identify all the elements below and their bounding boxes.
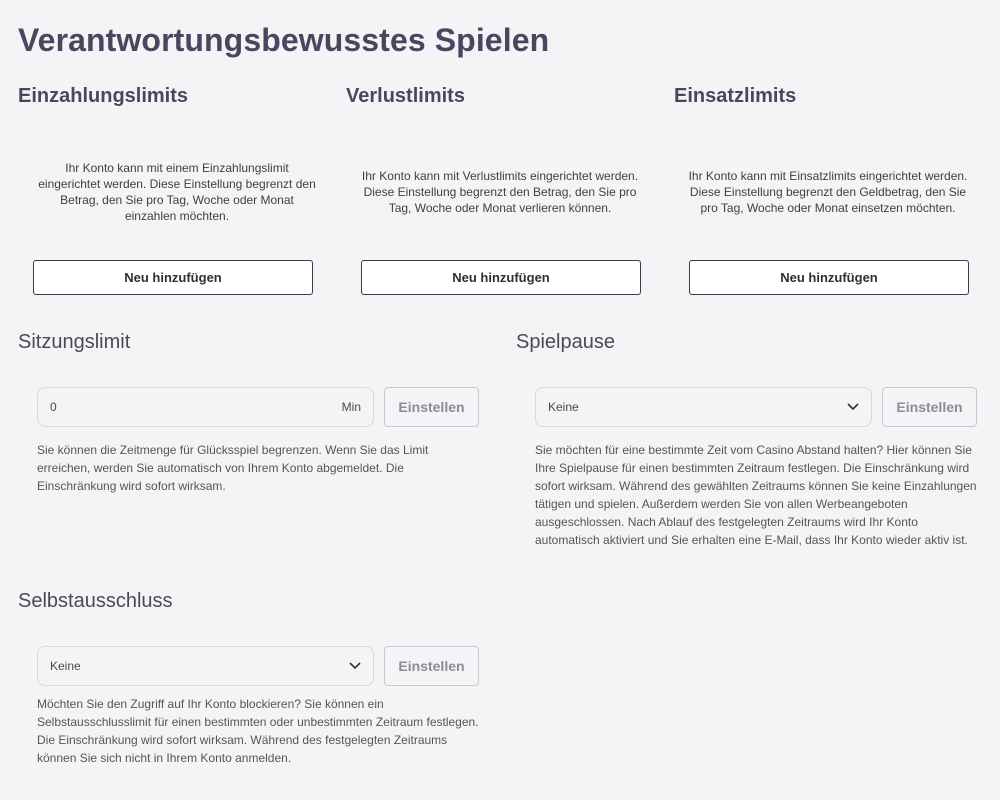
wager-limits-card	[674, 126, 970, 304]
add-deposit-limit-button[interactable]: Neu hinzufügen	[33, 260, 313, 295]
session-limit-unit: Min	[341, 400, 361, 414]
add-wager-limit-button[interactable]: Neu hinzufügen	[689, 260, 969, 295]
session-limit-value: 0	[50, 400, 57, 414]
self-exclusion-selected: Keine	[50, 659, 81, 673]
chevron-down-icon	[835, 403, 871, 411]
game-break-title: Spielpause	[516, 331, 615, 353]
wager-limits-section	[674, 84, 970, 285]
deposit-limits-description: Ihr Konto kann mit einem Einzahlungslimit eingerichtet werden. Diese Einstellung begrenzt den Betrag, den Sie pro Tag, Woche oder Monat einzahlen möchten.	[38, 161, 316, 223]
session-limit-input[interactable]	[37, 387, 374, 427]
session-limit-description: Sie können die Zeitmenge für Glücksspiel begrenzen. Wenn Sie das Limit erreichen, werden Sie automatisch von Ihrem Konto abgemeldet. Die Einschränkung wird sofort wirksam.	[37, 443, 429, 493]
loss-limits-section	[346, 84, 642, 285]
wager-limits-title: Einsatzlimits	[674, 85, 797, 107]
deposit-limits-section	[18, 84, 316, 285]
self-exclusion-title: Selbstausschluss	[18, 590, 173, 612]
add-loss-limit-button[interactable]: Neu hinzufügen	[361, 260, 641, 295]
wager-limits-description: Ihr Konto kann mit Einsatzlimits eingerichtet werden. Diese Einstellung begrenzt den Geldbetrag, den Sie pro Tag, Woche oder Monat einsetzen möchten.	[688, 169, 968, 215]
deposit-limits-card	[18, 126, 314, 304]
loss-limits-title: Verlustlimits	[346, 85, 465, 107]
game-break-description: Sie möchten für eine bestimmte Zeit vom Casino Abstand halten? Hier können Sie Ihre Spielpause für einen bestimmten Zeitraum festlegen. Die Einschränkung wird sofort wirksam. Während des gewählten Zeitraums können Sie keine Einzahlungen tätigen und spielen. Außerdem werden Sie von allen Werbeangeboten ausgeschlossen. Nach Ablauf des festgelegten Zeitraums wird Ihr Konto automatisch aktiviert und Sie erhalten eine E-Mail, dass Ihr Konto wieder aktiv ist.	[535, 443, 977, 547]
page-title: Verantwortungsbewusstes Spielen	[18, 22, 550, 58]
self-exclusion-select[interactable]	[37, 646, 374, 686]
loss-limits-card	[346, 126, 642, 304]
self-exclusion-description: Möchten Sie den Zugriff auf Ihr Konto blockieren? Sie können ein Selbstausschlusslimit für einen bestimmten oder unbestimmten Zeitraum festlegen. Die Einschränkung wird sofort wirksam. Während des festgelegten Zeitraums können Sie sich nicht in Ihrem Konto anmelden.	[37, 697, 479, 765]
game-break-select[interactable]	[535, 387, 872, 427]
session-limit-title: Sitzungslimit	[18, 331, 131, 353]
game-break-selected: Keine	[548, 400, 579, 414]
loss-limits-description: Ihr Konto kann mit Verlustlimits eingerichtet werden. Diese Einstellung begrenzt den Betrag, den Sie pro Tag, Woche oder Monat verlieren können.	[361, 169, 639, 215]
set-session-limit-button[interactable]: Einstellen	[384, 387, 479, 427]
deposit-limits-title: Einzahlungslimits	[18, 85, 189, 107]
set-game-break-button[interactable]: Einstellen	[882, 387, 977, 427]
set-self-exclusion-button[interactable]: Einstellen	[384, 646, 479, 686]
chevron-down-icon	[337, 662, 373, 670]
